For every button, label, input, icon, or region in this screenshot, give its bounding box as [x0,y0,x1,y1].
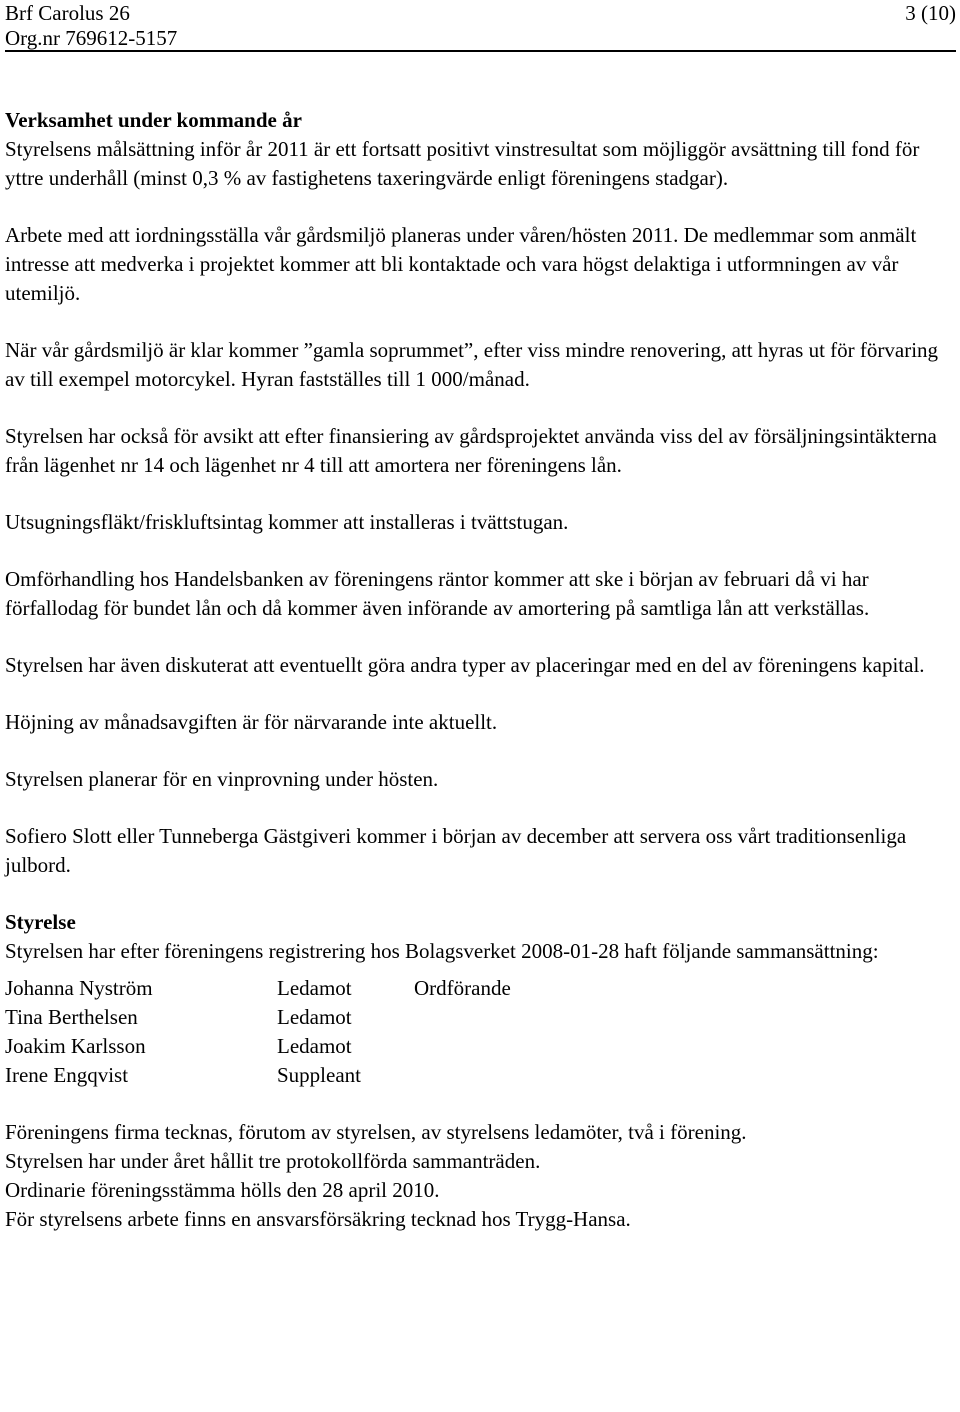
paragraph: Sofiero Slott eller Tunneberga Gästgiveri kommer i början av december att servera oss vårt traditionsenliga julbord. [5,824,907,877]
document-body [5,106,955,1234]
member-name: Irene Engqvist [5,1063,129,1087]
org-number: Org.nr 769612-5157 [5,26,178,50]
member-role: Ledamot [277,1005,352,1029]
paragraph: Styrelsens målsättning inför år 2011 är ett fortsatt positivt vinstresultat som möjliggör avsättning till fond för yttre underhåll (minst 0,3 % av fastighetens taxeringvärde enligt föreningens stadgar). [5,137,920,190]
section-board [5,908,955,1234]
page-header [5,0,956,52]
closing-line: Styrelsen har under året hållit tre protokollförda sammanträden. [5,1149,541,1173]
member-title [414,1032,614,1061]
member-role: Ledamot [277,1034,352,1058]
page-number: 3 (10) [905,1,956,25]
board-member-row [5,1032,955,1061]
member-title: Ordförande [414,976,511,1000]
paragraph: Omförhandling hos Handelsbanken av föreningens räntor kommer att ske i början av februari då vi har förfallodag för bundet lån och då kommer även införande av amortering på samtliga lån att verkställas. [5,567,870,620]
paragraph: Styrelsen har också för avsikt att efter finansiering av gårdsprojektet använda viss del av försäljningsintäkterna från lägenhet nr 14 och lägenhet nr 4 till att amortera ner föreningens lån. [5,424,937,477]
closing-line: Föreningens firma tecknas, förutom av styrelsen, av styrelsens ledamöter, två i förening. [5,1120,747,1144]
board-member-row [5,1003,955,1032]
member-role: Ledamot [277,976,352,1000]
member-title [414,1003,614,1032]
board-member-row [5,1061,955,1090]
board-member-list [5,974,955,1090]
paragraph: Höjning av månadsavgiften är för närvarande inte aktuellt. [5,710,498,734]
paragraph: Arbete med att iordningsställa vår gårdsmiljö planeras under våren/hösten 2011. De medlemmar som anmält intresse att medverka i projektet kommer att bli kontaktade och vara högst delaktiga i utformningen av vår utemiljö. [5,223,917,305]
section-next-year [5,106,955,880]
paragraph: Utsugningsfläkt/friskluftsintag kommer att installeras i tvättstugan. [5,510,569,534]
section-heading: Styrelse [5,910,76,934]
board-intro: Styrelsen har efter föreningens registrering hos Bolagsverket 2008-01-28 haft följande sammansättning: [5,939,879,963]
closing-line: För styrelsens arbete finns en ansvarsförsäkring tecknad hos Trygg-Hansa. [5,1207,631,1231]
paragraph: Styrelsen planerar för en vinprovning under hösten. [5,767,439,791]
member-title [414,1061,614,1090]
member-name: Joakim Karlsson [5,1034,146,1058]
org-name: Brf Carolus 26 [5,1,130,25]
paragraph: Styrelsen har även diskuterat att eventuellt göra andra typer av placeringar med en del av föreningens kapital. [5,653,925,677]
board-member-row [5,974,955,1003]
board-closing-lines [5,1118,955,1234]
member-role: Suppleant [277,1063,361,1087]
member-name: Tina Berthelsen [5,1005,138,1029]
member-name: Johanna Nyström [5,976,153,1000]
paragraph: När vår gårdsmiljö är klar kommer ”gamla soprummet”, efter viss mindre renovering, att hyras ut för förvaring av till exempel motorcykel. Hyran fastställes till 1 000/månad. [5,338,939,391]
closing-line: Ordinarie föreningsstämma hölls den 28 april 2010. [5,1178,440,1202]
section-heading: Verksamhet under kommande år [5,108,302,132]
